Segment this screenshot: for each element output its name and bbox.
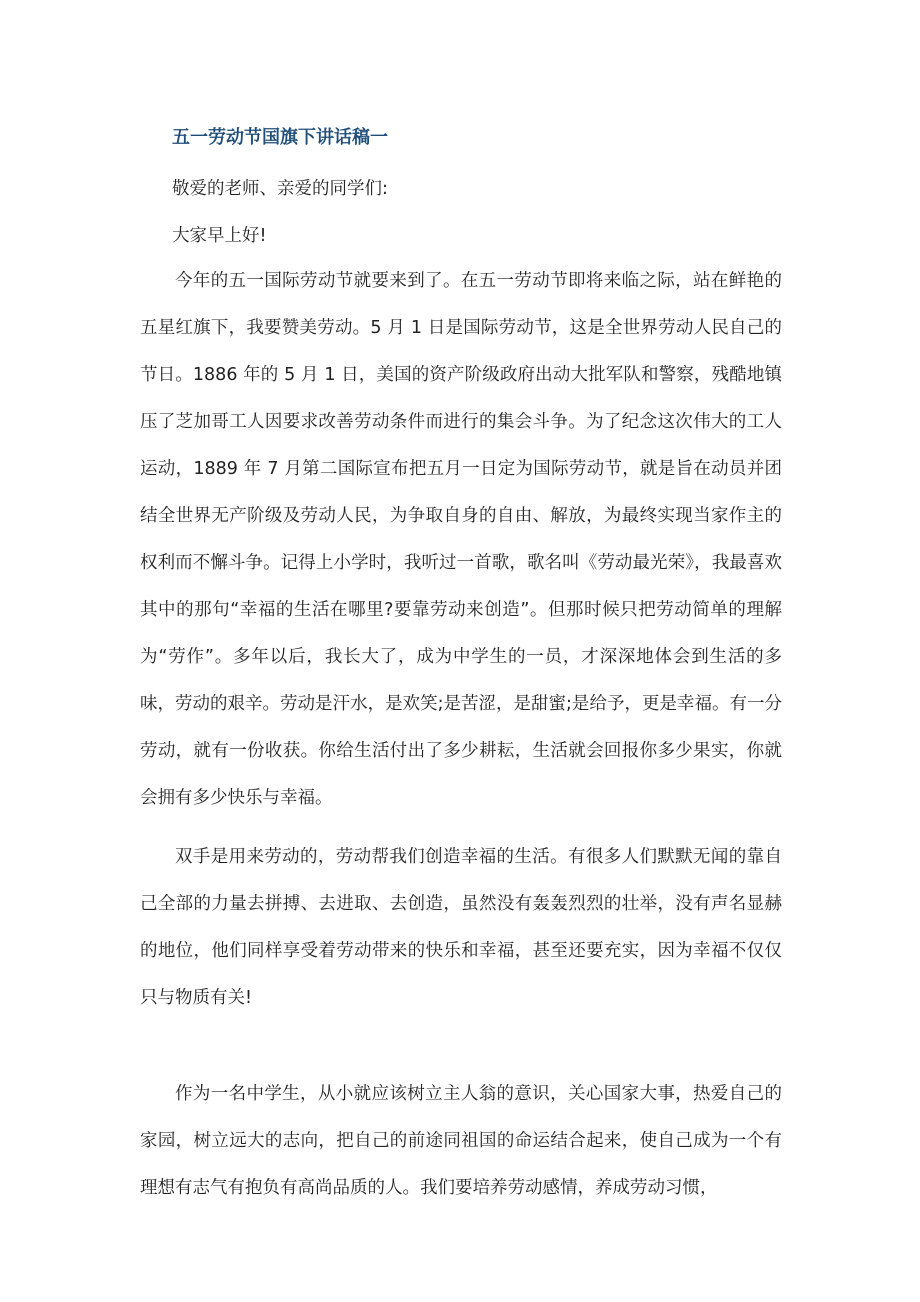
salutation: 敬爱的老师、亲爱的同学们: [172,179,388,199]
document-title: 五一劳动节国旗下讲话稿一 [172,127,388,148]
paragraph-3: 作为一名中学生，从小就应该树立主人翁的意识，关心国家大事，热爱自己的家园，树立远大的志向，把自己的前途同祖国的命运结合起来，使自己成为一个有理想有志气有抱负有高尚品质的人。我们要培养劳动感情，养成劳动习惯， [140,1084,782,1198]
greeting: 大家早上好! [172,226,267,246]
paragraph-1: 今年的五一国际劳动节就要来到了。在五一劳动节即将来临之际，站在鲜艳的五星红旗下，我要赞美劳动。5 月 1 日是国际劳动节，这是全世界劳动人民自己的节日。1886 年的 5 月 1 日，美国的资产阶级政府出动大批军队和警察，残酷地镇压了芝加哥工人因要求改善劳动条件而进行的集会斗争。为了纪念这次伟大的工人运动，1889 年 7 月第二国际宣布把五月一日定为国际劳动节，就是旨在动员并团结全世界无产阶级及劳动人民，为争取自身的自由、解放，为最终实现当家作主的权利而不懈斗争。记得上小学时，我听过一首歌，歌名叫《劳动最光荣》，我最喜欢其中的那句“幸福的生活在哪里?要靠劳动来创造”。但那时候只把劳动简单的理解为“劳作”。多年以后，我长大了，成为中学生的一员，才深深地体会到生活的多味，劳动的艰辛。劳动是汗水，是欢笑;是苦涩，是甜蜜;是给予，更是幸福。有一分劳动，就有一份收获。你给生活付出了多少耕耘，生活就会回报你多少果实，你就会拥有多少快乐与幸福。 [140,271,782,808]
paragraph-2: 双手是用来劳动的，劳动帮我们创造幸福的生活。有很多人们默默无闻的靠自己全部的力量去拼搏、去进取、去创造，虽然没有轰轰烈烈的壮举，没有声名显赫的地位，他们同样享受着劳动带来的快乐和幸福，甚至还要充实，因为幸福不仅仅只与物质有关! [140,847,782,1008]
